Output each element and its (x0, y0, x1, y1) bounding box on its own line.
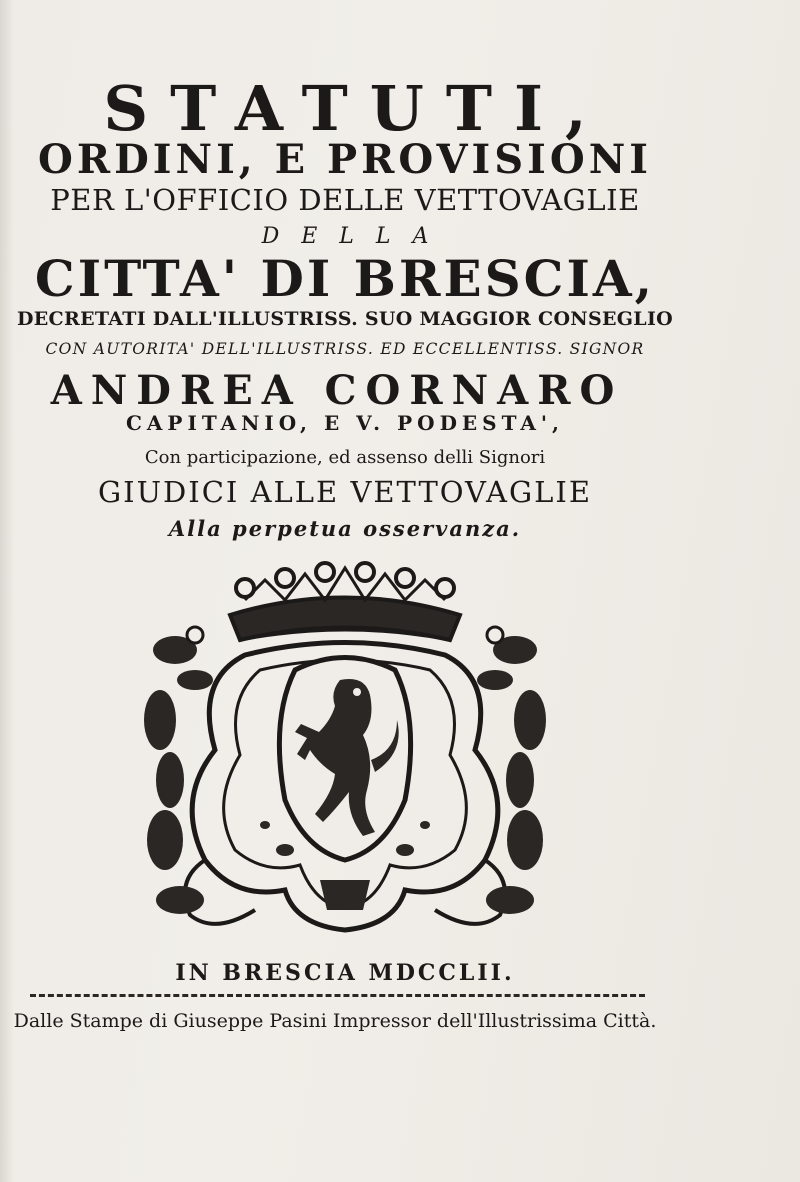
imprint-rule (30, 994, 645, 997)
title-statuti: STATUTI, (103, 72, 609, 145)
decree-line: DECRETATI DALL'ILLUSTRISS. SUO MAGGIOR CONSEGLIO (17, 308, 673, 330)
authority-line: CON AUTORITA' DELL'ILLUSTRISS. ED ECCELLENTISS. SIGNOR (45, 340, 645, 358)
imprint-place-date: IN BRESCIA MDCCLII. (175, 960, 515, 986)
imprint-printer: Dalle Stampe di Giuseppe Pasini Impressor dell'Illustrissima Città. (13, 1010, 657, 1032)
crown-icon (230, 563, 460, 640)
title-della: DELLA (261, 224, 451, 249)
title-officio: PER L'OFFICIO DELLE VETTOVAGLIE (50, 183, 640, 217)
participation-line: Con participazione, ed assenso delli Signori (144, 447, 546, 468)
title-citta: CITTA' DI BRESCIA, (34, 249, 656, 308)
judges-line: GIUDICI ALLE VETTOVAGLIE (97, 475, 593, 509)
purpose-line: Alla perpetua osservanza. (168, 516, 522, 541)
title-ordini: ORDINI, E PROVISIONI (38, 136, 652, 183)
coat-of-arms-icon (135, 560, 555, 950)
magistrate-office: CAPITANIO, E V. PODESTA', (126, 411, 564, 435)
magistrate-name: ANDREA CORNARO (50, 367, 624, 414)
